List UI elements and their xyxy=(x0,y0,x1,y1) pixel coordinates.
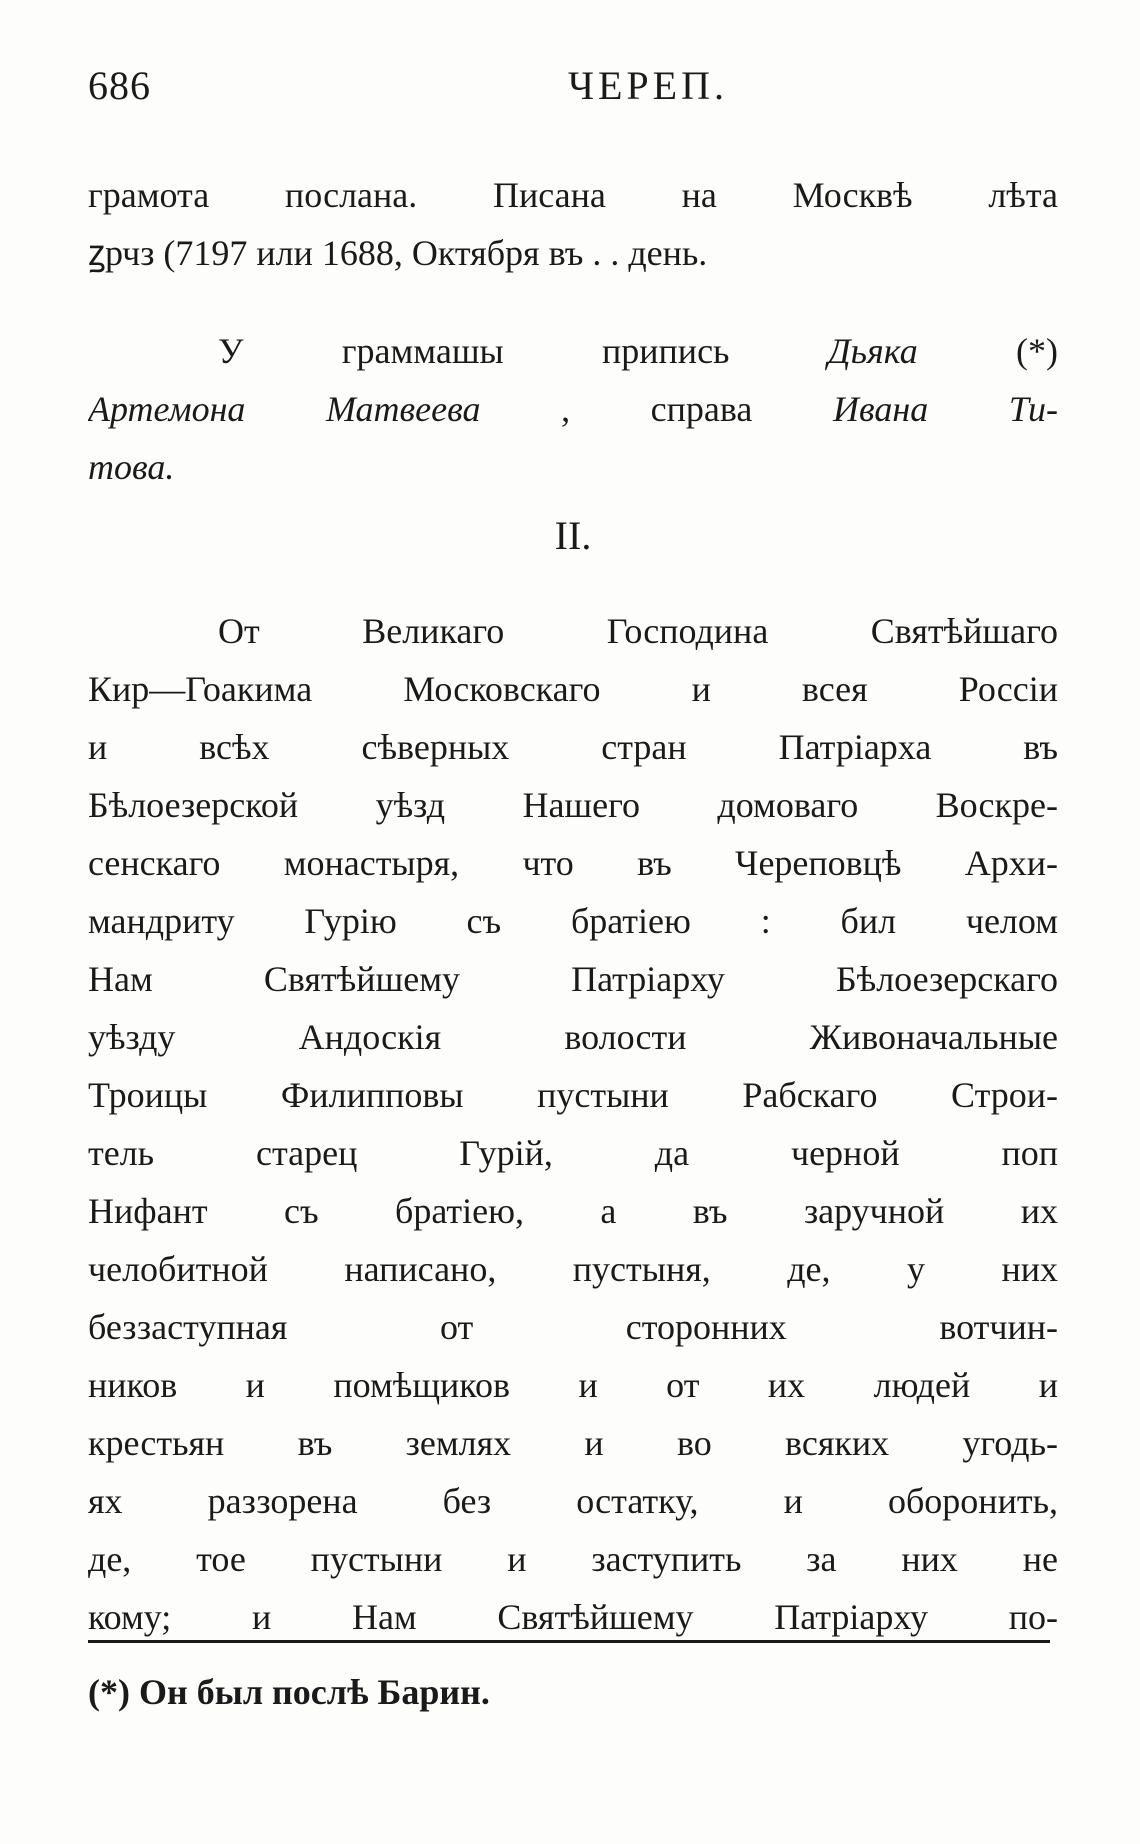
italic-name: това. xyxy=(88,447,175,487)
text-line: де, тое пустыни и заступить за них не xyxy=(88,1539,1058,1579)
text-fragment: У граммашы припись xyxy=(218,331,828,371)
text-line: сенскаго монастыря, что въ Череповцѣ Архи- xyxy=(88,843,1058,883)
paragraph-charter-text xyxy=(88,602,1058,1646)
footnote-marker: (*) xyxy=(917,331,1058,371)
text-line: ях раззорена без остатку, и оборонить, xyxy=(88,1481,1058,1521)
section-number: II. xyxy=(554,513,592,558)
text-fragment: , справа xyxy=(480,389,834,429)
running-title: ЧЕРЕП. xyxy=(568,63,728,108)
paragraph-signature-note xyxy=(88,322,1058,496)
page-body xyxy=(88,166,1058,1646)
text-line: ников и помѣщиков и от их людей и xyxy=(88,1365,1058,1405)
italic-name: Ивана Ти- xyxy=(833,389,1058,429)
text-line: и всѣх сѣверных стран Патріарха въ xyxy=(88,727,1058,767)
text-line: ꙁрчз (7197 или 1688, Октября въ . . день. xyxy=(88,233,708,273)
text-line: уѣзду Андоскія волости Живоначальные xyxy=(88,1017,1058,1057)
text-line: грамота послана. Писана на Москвѣ лѣта xyxy=(88,175,1058,215)
page-number: 686 xyxy=(88,63,151,108)
footnote-rule xyxy=(88,1640,1050,1643)
text-line: крестьян въ землях и во всяких угодь- xyxy=(88,1423,1058,1463)
text-line: Нифант съ братіею, а въ заручной их xyxy=(88,1191,1058,1231)
text-line: Бѣлоезерской уѣзд Нашего домоваго Воскре- xyxy=(88,785,1058,825)
text-line: челобитной написано, пустыня, де, у них xyxy=(88,1249,1058,1289)
text-line xyxy=(88,438,1058,496)
text-line: кому; и Нам Святѣйшему Патріарху по- xyxy=(88,1597,1058,1637)
text-line: мандриту Гурію съ братіею : бил челом xyxy=(88,901,1058,941)
italic-name: Дьяка xyxy=(827,331,918,371)
text-line: Кир—Гоакима Московскаго и всея Россіи xyxy=(88,669,1058,709)
paragraph-closing-charter xyxy=(88,166,1058,282)
text-line: Нам Святѣйшему Патріарху Бѣлоезерскаго xyxy=(88,959,1058,999)
spacer xyxy=(88,282,1058,322)
spacer xyxy=(88,576,1058,602)
text-line xyxy=(88,322,1058,380)
footnote: (*) Он был послѣ Барин. xyxy=(88,1672,490,1712)
text-line: От Великаго Господина Святѣйшаго xyxy=(218,611,1058,651)
text-line: беззаступная от сторонних вотчин- xyxy=(88,1307,1058,1347)
text-line: тель старец Гурій, да черной поп xyxy=(88,1133,1058,1173)
text-line: Троицы Филипповы пустыни Рабскаго Строи- xyxy=(88,1075,1058,1115)
text-line xyxy=(88,380,1058,438)
page-header xyxy=(88,62,1058,122)
italic-name: Артемона Матвеева xyxy=(88,389,481,429)
